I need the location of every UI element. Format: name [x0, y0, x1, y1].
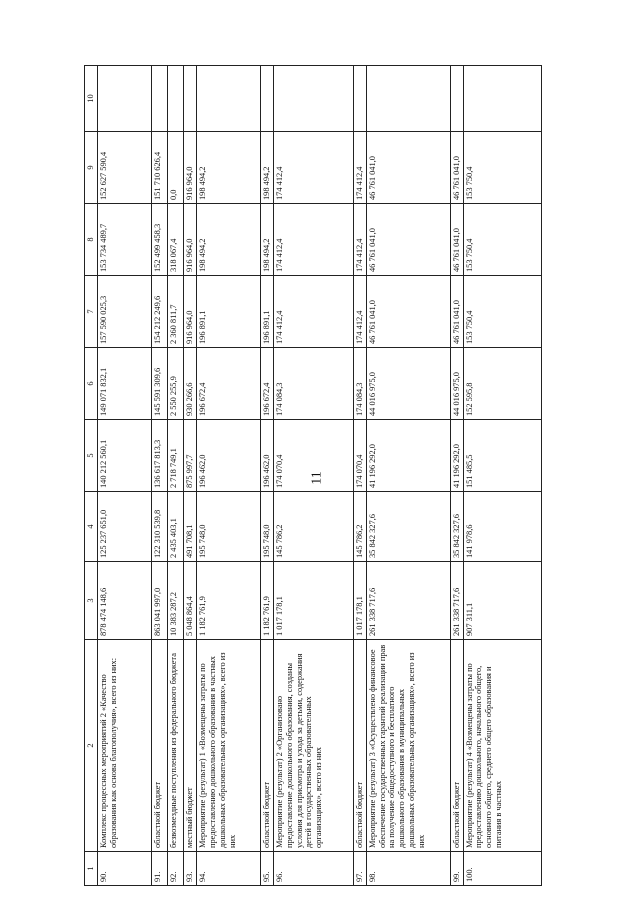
- value-cell: [463, 66, 541, 132]
- row-number-cell: 98.: [366, 852, 450, 886]
- value-cell: 196 891,1: [196, 276, 260, 348]
- value-cell: 1 182 761,9: [260, 562, 273, 640]
- value-cell: 261 338 717,6: [366, 562, 450, 640]
- value-cell: 878 474 148,6: [97, 562, 151, 640]
- value-cell: 174 412,4: [353, 204, 366, 276]
- value-cell: [151, 66, 167, 132]
- table-row: [260, 66, 273, 886]
- value-cell: 44 016 975,0: [366, 348, 450, 420]
- value-cell: [366, 66, 450, 132]
- row-name-cell: Мероприятие (результат) 2 «Организовано предоставление дошкольного образования, созданы условия для присмотра и ухода за детьми, содержания детей в государственных образовательных организациях», всего из них: [273, 640, 353, 852]
- value-cell: 35 842 327,6: [366, 492, 450, 562]
- value-cell: [273, 66, 353, 132]
- row-name-cell: областной бюджет: [353, 640, 366, 852]
- table-row: [183, 66, 196, 886]
- value-cell: 198 494,2: [260, 132, 273, 204]
- value-cell: 174 412,4: [273, 276, 353, 348]
- header-cell: 8: [85, 204, 98, 276]
- value-cell: 907 311,1: [463, 562, 541, 640]
- table-row: [97, 66, 151, 886]
- value-cell: 46 761 041,0: [450, 132, 463, 204]
- header-cell: 10: [85, 66, 98, 132]
- row-number-cell: 95.: [260, 852, 273, 886]
- value-cell: 153 750,4: [463, 132, 541, 204]
- value-cell: 125 237 651,0: [97, 492, 151, 562]
- value-cell: [260, 66, 273, 132]
- row-number-cell: 96.: [273, 852, 353, 886]
- value-cell: 46 761 041,0: [366, 132, 450, 204]
- value-cell: 46 761 041,0: [450, 204, 463, 276]
- value-cell: 10 383 287,2: [167, 562, 183, 640]
- header-cell: 9: [85, 132, 98, 204]
- value-cell: 46 761 041,0: [366, 276, 450, 348]
- value-cell: 2 435 403,1: [167, 492, 183, 562]
- value-cell: 140 212 560,1: [97, 420, 151, 492]
- row-number-cell: 91.: [151, 852, 167, 886]
- page-number: 11: [309, 471, 325, 485]
- value-cell: [450, 66, 463, 132]
- value-cell: 196 891,1: [260, 276, 273, 348]
- rotated-page-content: [84, 66, 640, 886]
- value-cell: 153 750,4: [463, 204, 541, 276]
- value-cell: 152 595,8: [463, 348, 541, 420]
- value-cell: [196, 66, 260, 132]
- value-cell: 46 761 041,0: [366, 204, 450, 276]
- value-cell: 174 412,4: [353, 276, 366, 348]
- table-header-row: [85, 66, 98, 886]
- value-cell: 145 786,2: [273, 492, 353, 562]
- header-cell: 3: [85, 562, 98, 640]
- row-name-cell: Мероприятие (результат) 3 «Осуществлено финансовое обеспечение государственных гарантий реализации прав на получение общедоступного и бесплатного дошкольного образования в муниципальных дошкольных образовательных организациях», всего из них: [366, 640, 450, 852]
- value-cell: 154 212 249,6: [151, 276, 167, 348]
- value-cell: 46 761 041,0: [450, 276, 463, 348]
- value-cell: 157 590 025,3: [97, 276, 151, 348]
- row-name-cell: Мероприятие (результат) 1 «Возмещены затраты по предоставлению дошкольного образования в частных дошкольных образовательных организациях», всего из них: [196, 640, 260, 852]
- value-cell: 491 708,1: [183, 492, 196, 562]
- value-cell: 174 084,3: [353, 348, 366, 420]
- value-cell: 122 310 539,8: [151, 492, 167, 562]
- header-cell: 2: [85, 640, 98, 852]
- header-cell: 7: [85, 276, 98, 348]
- value-cell: 2 360 811,7: [167, 276, 183, 348]
- value-cell: 196 462,0: [260, 420, 273, 492]
- value-cell: 930 266,6: [183, 348, 196, 420]
- table-row: [366, 66, 450, 886]
- value-cell: 916 964,0: [183, 276, 196, 348]
- table-row: [353, 66, 366, 886]
- value-cell: 153 750,4: [463, 276, 541, 348]
- row-name-cell: областной бюджет: [151, 640, 167, 852]
- value-cell: 41 196 292,0: [366, 420, 450, 492]
- row-number-cell: 100.: [463, 852, 541, 886]
- header-cell: 6: [85, 348, 98, 420]
- value-cell: 0,0: [167, 132, 183, 204]
- value-cell: 875 997,7: [183, 420, 196, 492]
- value-cell: 153 734 489,7: [97, 204, 151, 276]
- value-cell: 174 412,4: [353, 132, 366, 204]
- table-row: [151, 66, 167, 886]
- row-name-cell: Комплекс процессных мероприятий 2 «Качество образования как основа благополучия», всего из них:: [97, 640, 151, 852]
- value-cell: [353, 66, 366, 132]
- value-cell: 152 499 458,3: [151, 204, 167, 276]
- value-cell: 35 842 327,6: [450, 492, 463, 562]
- row-name-cell: областной бюджет: [450, 640, 463, 852]
- value-cell: [167, 66, 183, 132]
- row-name-cell: областной бюджет: [260, 640, 273, 852]
- value-cell: 196 672,4: [196, 348, 260, 420]
- value-cell: 198 494,2: [260, 204, 273, 276]
- value-cell: [97, 66, 151, 132]
- value-cell: 174 412,4: [273, 204, 353, 276]
- table-row: [450, 66, 463, 886]
- value-cell: 44 016 975,0: [450, 348, 463, 420]
- value-cell: 5 048 864,4: [183, 562, 196, 640]
- value-cell: 151 485,5: [463, 420, 541, 492]
- value-cell: 1 017 178,1: [273, 562, 353, 640]
- value-cell: 196 672,4: [260, 348, 273, 420]
- value-cell: 174 412,4: [273, 132, 353, 204]
- value-cell: 41 196 292,0: [450, 420, 463, 492]
- value-cell: 863 041 997,0: [151, 562, 167, 640]
- value-cell: 198 494,2: [196, 132, 260, 204]
- value-cell: 198 494,2: [196, 204, 260, 276]
- value-cell: 145 591 309,6: [151, 348, 167, 420]
- row-number-cell: 92.: [167, 852, 183, 886]
- row-number-cell: 99.: [450, 852, 463, 886]
- value-cell: 2 718 749,1: [167, 420, 183, 492]
- value-cell: 196 462,0: [196, 420, 260, 492]
- value-cell: 1 017 178,1: [353, 562, 366, 640]
- row-number-cell: 93.: [183, 852, 196, 886]
- row-number-cell: 97.: [353, 852, 366, 886]
- value-cell: 174 070,4: [353, 420, 366, 492]
- value-cell: 195 748,0: [260, 492, 273, 562]
- row-name-cell: местный бюджет: [183, 640, 196, 852]
- value-cell: 2 550 255,9: [167, 348, 183, 420]
- value-cell: 195 748,0: [196, 492, 260, 562]
- header-cell: 1: [85, 852, 98, 886]
- table-row: [273, 66, 353, 886]
- value-cell: [183, 66, 196, 132]
- table-row: [196, 66, 260, 886]
- row-name-cell: Мероприятие (результат) 4 «Возмещены затраты по предоставлению дошкольного, начального общего, основного общего, среднего общего образования и питания в частных: [463, 640, 541, 852]
- row-name-cell: безвозмездные поступления из федерального бюджета: [167, 640, 183, 852]
- value-cell: 174 070,4: [273, 420, 353, 492]
- table-row: [167, 66, 183, 886]
- table-row: [463, 66, 541, 886]
- value-cell: 149 071 832,1: [97, 348, 151, 420]
- budget-table: [84, 65, 542, 886]
- value-cell: 141 978,6: [463, 492, 541, 562]
- header-cell: 4: [85, 492, 98, 562]
- value-cell: 151 710 626,4: [151, 132, 167, 204]
- value-cell: 318 067,4: [167, 204, 183, 276]
- row-number-cell: 90.: [97, 852, 151, 886]
- value-cell: 174 084,3: [273, 348, 353, 420]
- value-cell: 136 617 813,3: [151, 420, 167, 492]
- value-cell: 145 786,2: [353, 492, 366, 562]
- header-cell: 5: [85, 420, 98, 492]
- value-cell: 152 627 590,4: [97, 132, 151, 204]
- value-cell: 1 182 761,9: [196, 562, 260, 640]
- row-number-cell: 94.: [196, 852, 260, 886]
- value-cell: 261 338 717,6: [450, 562, 463, 640]
- value-cell: 916 964,0: [183, 132, 196, 204]
- value-cell: 916 964,0: [183, 204, 196, 276]
